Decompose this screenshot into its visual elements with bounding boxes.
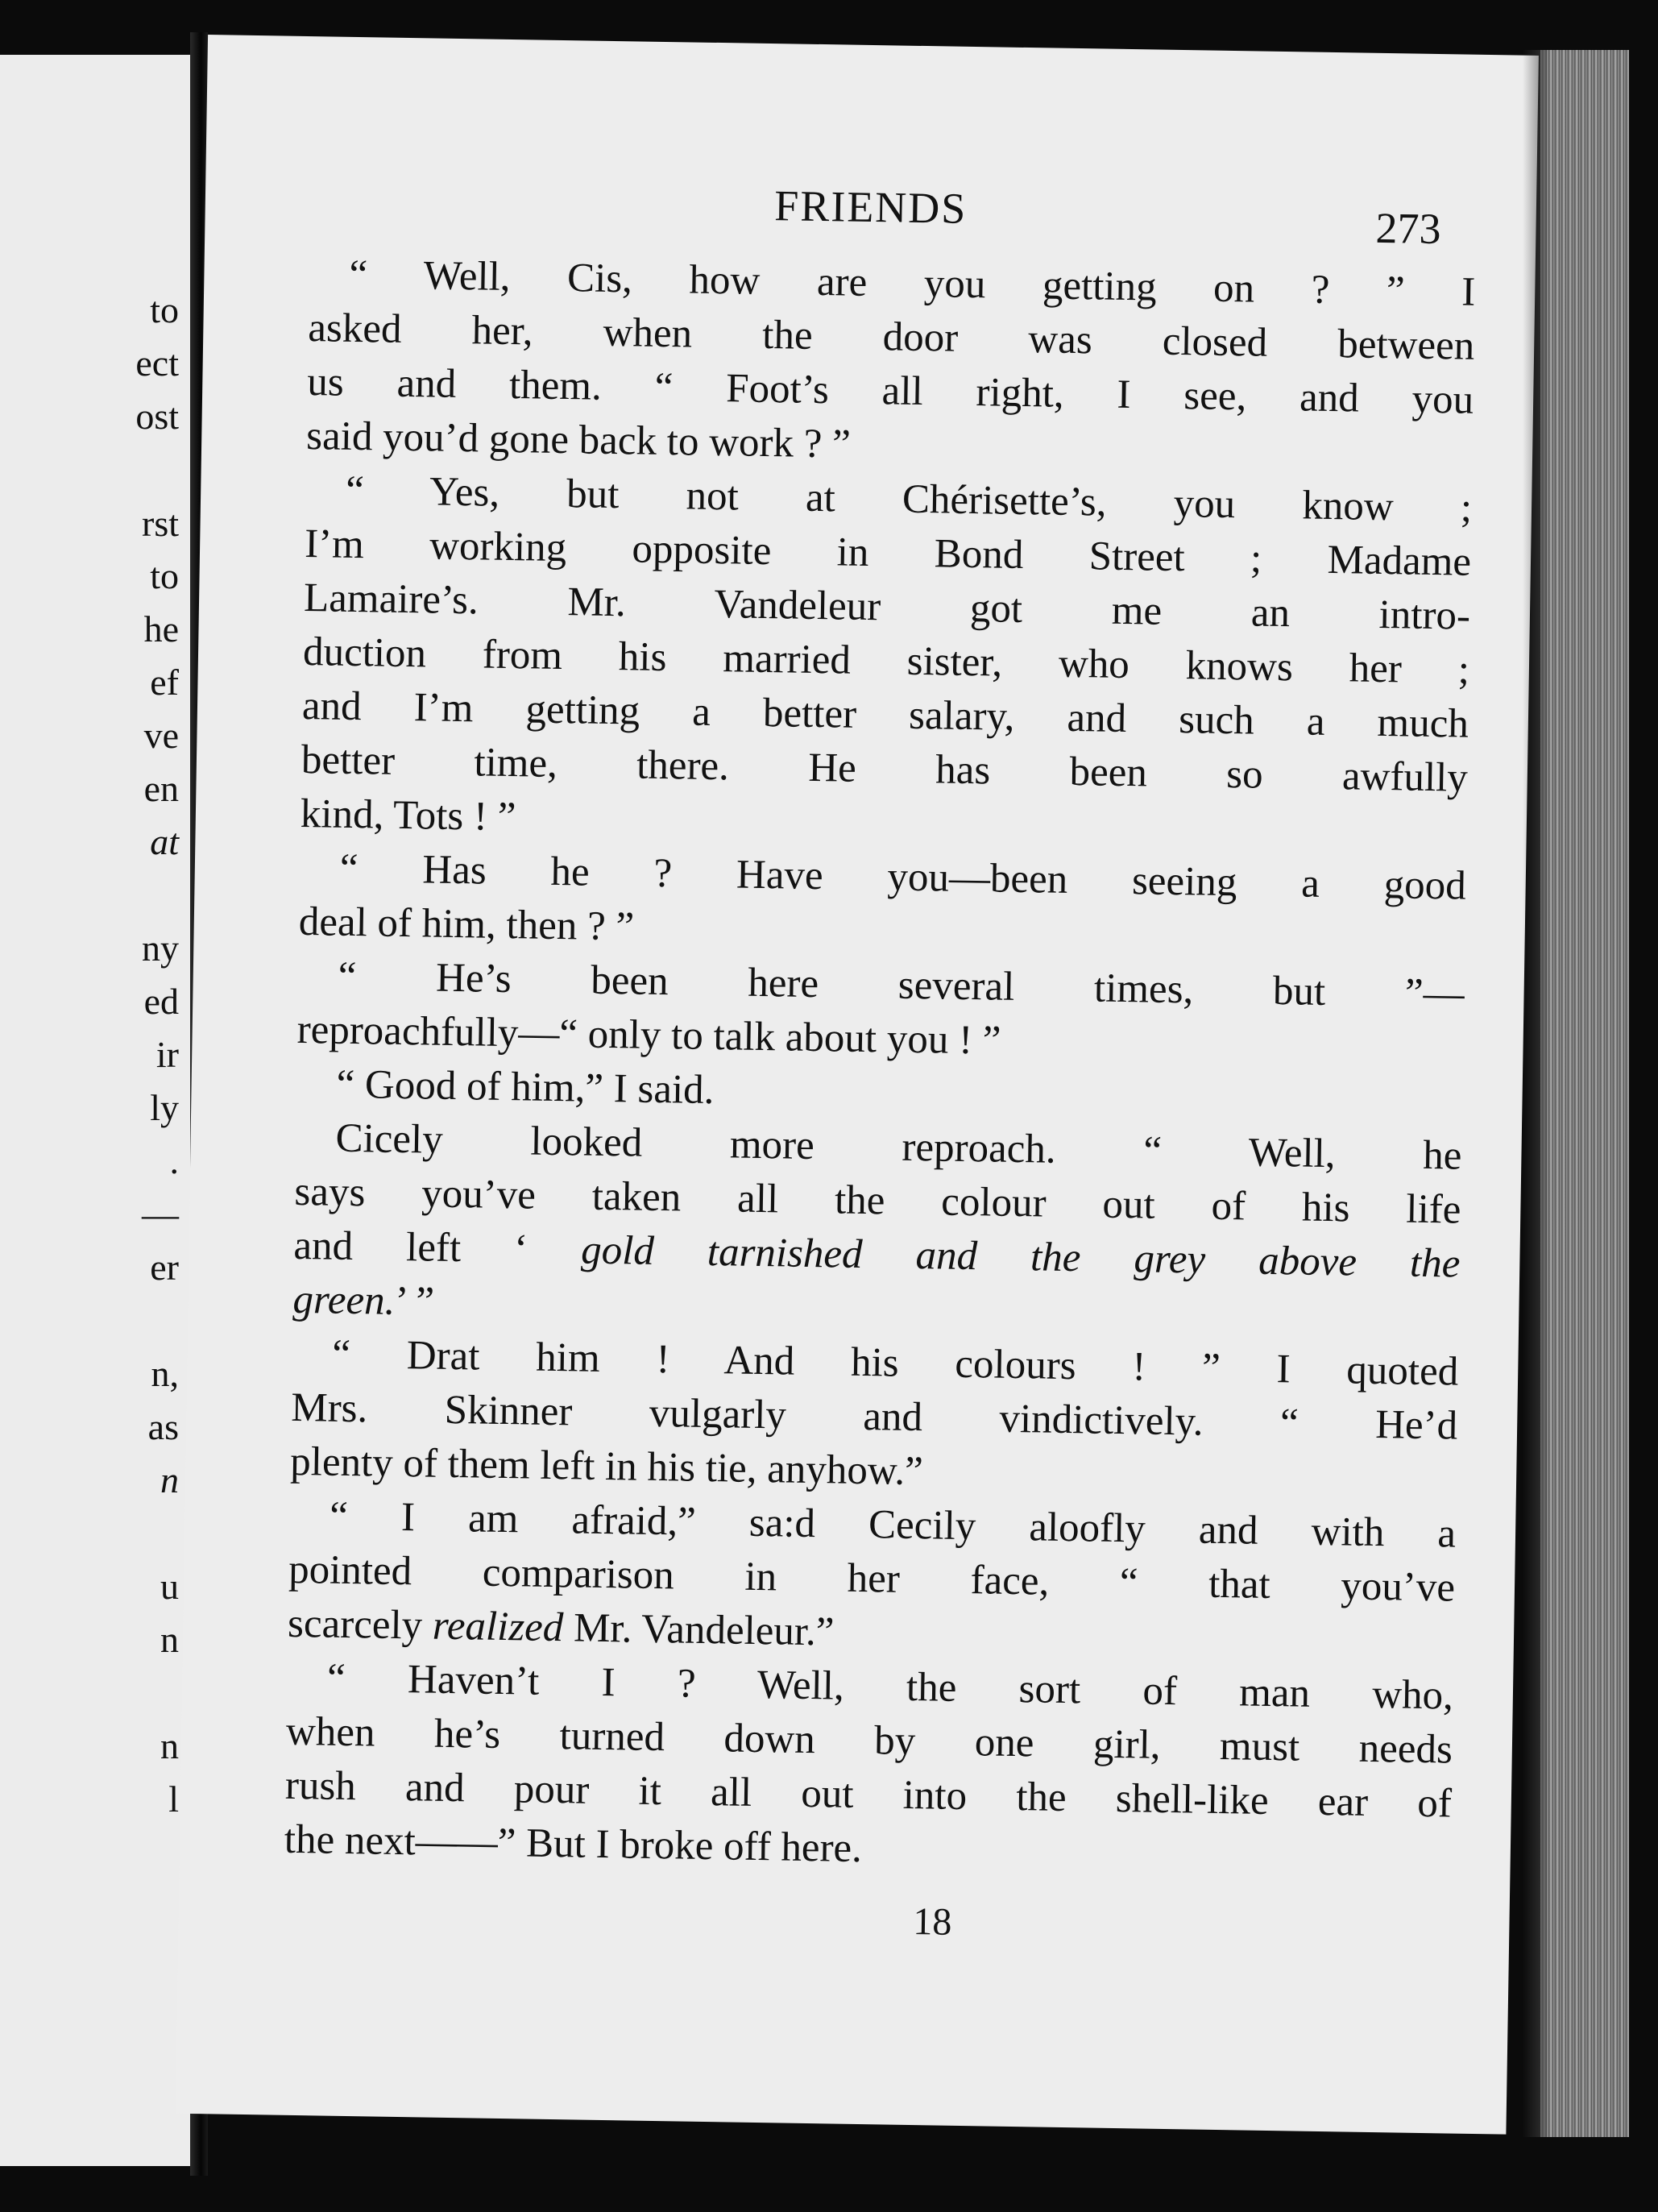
left-page-fragment: n, [151, 1353, 179, 1394]
body-text [284, 247, 1475, 1885]
left-page-fragment: ef [150, 662, 179, 703]
text-line: and I’m getting a better salary, and such a much [301, 683, 1469, 747]
text-line: better time, there. He has been so awfully [301, 737, 1469, 801]
text-line: “ Yes, but not at Chérisette’s, you know ; [345, 467, 1473, 531]
text-line: pointed comparison in her face, “ that you’ve [288, 1546, 1456, 1611]
left-facing-page [0, 55, 190, 2166]
left-page-fragment: u [160, 1566, 179, 1607]
text-line: said you’d gone back to work ? ” [305, 413, 852, 467]
left-page-fragment: l [168, 1778, 179, 1820]
left-page-fragment: n [160, 1725, 179, 1766]
text-line: I’m working opposite in Bond Street ; Madame [304, 521, 1472, 585]
running-head: FRIENDS [773, 181, 968, 233]
text-line: “ I am afraid,” sa:d Cecily aloofly and with a [329, 1493, 1457, 1557]
text-line: “ He’s been here several times, but ”— [338, 953, 1465, 1017]
text-line: “ Has he ? Have you—been seeing a good [339, 845, 1467, 909]
text-line: asked her, when the door was closed between [307, 305, 1475, 369]
left-page-fragment: . [169, 1140, 179, 1181]
text-run: Mr. Vandeleur.” [562, 1605, 835, 1655]
italic-text-run: green. [292, 1276, 396, 1324]
left-page-fragment: ny [142, 928, 179, 969]
page-edge-shadow [1523, 50, 1547, 2137]
text-line: says you’ve taken all the colour out of his life [294, 1168, 1461, 1233]
text-line: duction from his married sister, who knows her ; [302, 629, 1470, 693]
text-line: reproachfully—“ only to talk about you ! ” [296, 1006, 1001, 1064]
left-page-fragment: rst [142, 503, 179, 544]
left-page-fragment: he [143, 608, 179, 649]
left-page-fragment: — [142, 1193, 179, 1235]
text-line: the next——” But I broke off here. [284, 1816, 863, 1872]
left-page-fragment: at [150, 821, 179, 862]
page-number: 273 [1375, 203, 1441, 254]
left-page-fragment: ir [155, 1034, 179, 1075]
text-line: “ Haven’t I ? Well, the sort of man who, [326, 1655, 1454, 1719]
italic-text-run: gold tarnished and the grey above the [580, 1227, 1461, 1287]
left-page-fragment: n [160, 1619, 179, 1660]
left-page-fragment: ly [150, 1087, 179, 1128]
text-line: “ Drat him ! And his colours ! ” I quoted [331, 1331, 1459, 1395]
text-line: rush and pour it all out into the shell-like ear of [284, 1762, 1453, 1827]
text-line: kind, Tots ! ” [300, 791, 516, 840]
text-line: Lamaire’s. Mr. Vandeleur got me an intro- [303, 575, 1471, 639]
book-page [176, 35, 1539, 2135]
left-page-fragment: ed [143, 981, 179, 1022]
text-line: Cicely looked more reproach. “ Well, he [335, 1115, 1462, 1179]
left-page-fragment: er [150, 1247, 179, 1288]
left-page-fragment: to [150, 555, 179, 596]
text-line: “ Good of him,” I said. [336, 1061, 715, 1114]
signature-mark: 18 [913, 1900, 952, 1944]
left-page-fragment: n [160, 1459, 179, 1500]
left-page-text-fragments [0, 55, 190, 2166]
text-line: us and them. “ Foot’s all right, I see, and you [306, 359, 1474, 423]
page-edges [1540, 50, 1629, 2137]
left-page-fragment: ost [135, 396, 179, 437]
left-page-fragment: ve [143, 715, 179, 756]
text-line: plenty of them left in his tie, anyhow.” [289, 1438, 924, 1495]
text-run: and left ‘ [293, 1222, 582, 1273]
left-page-fragment: en [143, 768, 179, 809]
italic-text-run: realized [432, 1603, 564, 1651]
text-line: “ Well, Cis, how are you getting on ? ” I [349, 251, 1476, 315]
text-line: when he’s turned down by one girl, must needs [285, 1708, 1453, 1773]
text-run: scarcely [287, 1600, 433, 1649]
text-line: Mrs. Skinner vulgarly and vindictively. “ He’d [290, 1384, 1458, 1449]
left-page-fragment: to [150, 289, 179, 330]
text-run: ’ ” [394, 1278, 435, 1325]
text-line: deal of him, then ? ” [298, 898, 635, 950]
left-page-fragment: as [147, 1406, 179, 1447]
left-page-fragment: ect [135, 342, 179, 384]
